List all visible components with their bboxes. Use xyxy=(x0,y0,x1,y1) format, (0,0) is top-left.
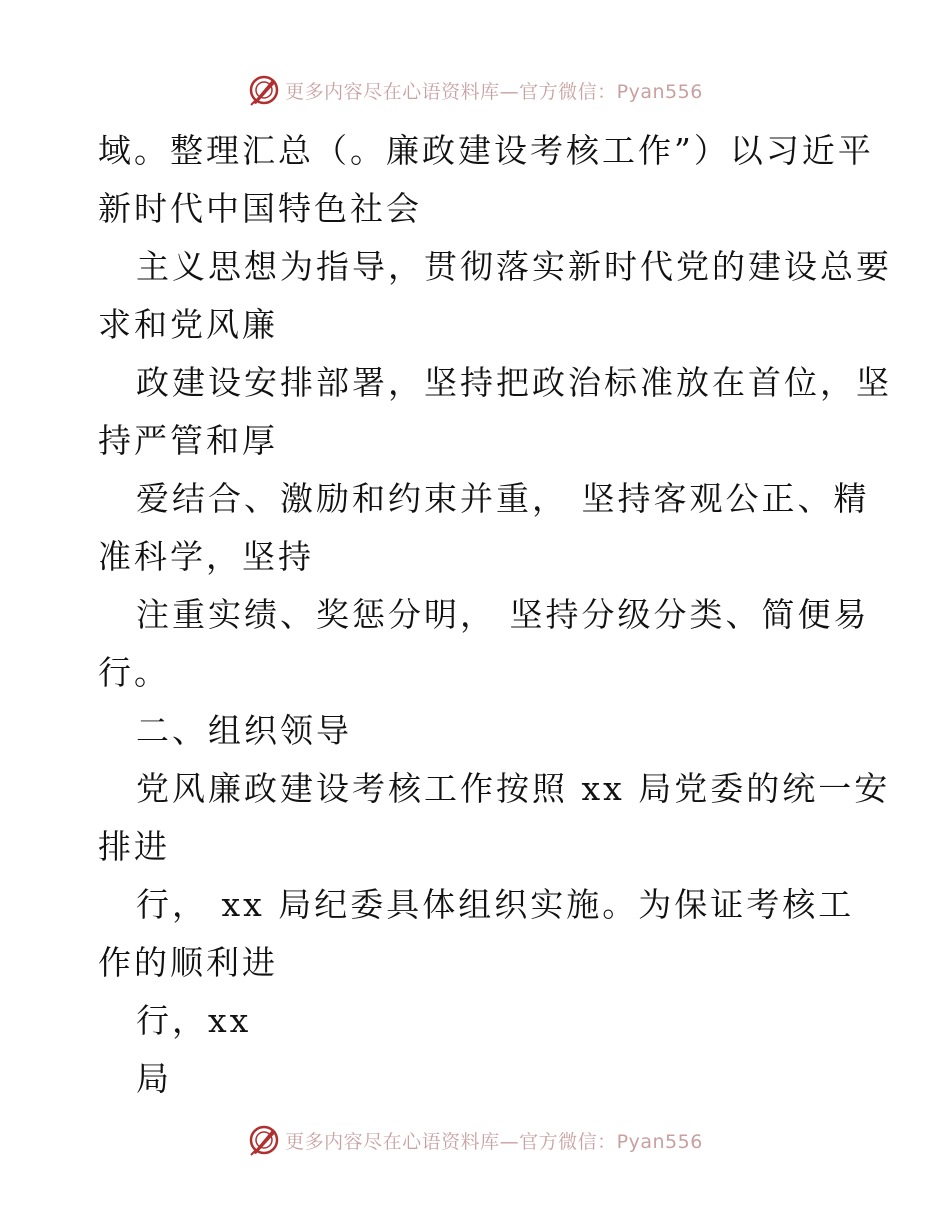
text-line: 求和党风廉 xyxy=(98,305,278,344)
quill-logo-icon xyxy=(247,73,281,107)
quill-logo-icon xyxy=(247,1123,281,1157)
text-line: 爱结合、激励和约束并重， 坚持客观公正、精 xyxy=(136,479,870,518)
footer-banner-text: 更多内容尽在心语资料库—官方微信：Pyan556 xyxy=(285,1130,703,1153)
text-line: 域。整理汇总（。廉政建设考核工作”）以习近平 xyxy=(98,131,874,170)
text-line: 行。 xyxy=(98,653,170,692)
text-line: 党风廉政建设考核工作按照 xx 局党委的统一安 xyxy=(136,769,891,808)
document-body xyxy=(98,122,892,1108)
text-line: 排进 xyxy=(98,827,170,866)
text-line: 政建设安排部署，坚持把政治标准放在首位，坚 xyxy=(136,363,892,402)
text-line: 新时代中国特色社会 xyxy=(98,189,422,228)
text-line: 二、组织领导 xyxy=(136,711,352,750)
text-line: 作的顺利进 xyxy=(98,943,278,982)
text-line: 注重实绩、奖惩分明， 坚持分级分类、简便易 xyxy=(136,595,870,634)
text-line: 主义思想为指导，贯彻落实新时代党的建设总要 xyxy=(136,247,892,286)
text-line: 行，xx xyxy=(136,1001,252,1040)
text-line: 准科学，坚持 xyxy=(98,537,314,576)
header-banner-text: 更多内容尽在心语资料库—官方微信：Pyan556 xyxy=(285,80,703,103)
text-line: 局 xyxy=(136,1059,172,1098)
text-line: 行， xx 局纪委具体组织实施。为保证考核工 xyxy=(136,885,855,924)
footer-banner xyxy=(0,1122,950,1158)
text-line: 持严管和厚 xyxy=(98,421,278,460)
header-banner xyxy=(0,72,950,108)
